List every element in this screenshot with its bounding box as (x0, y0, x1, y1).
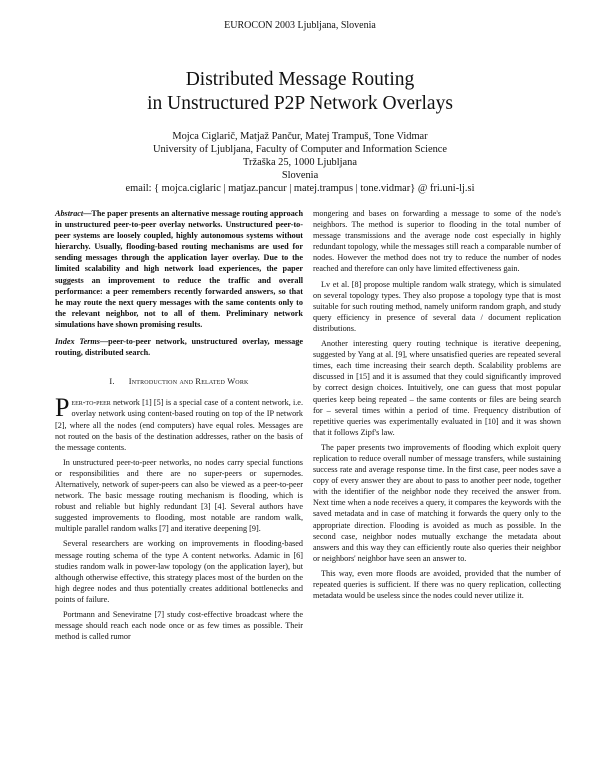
intro-smallcaps: eer-to-peer (71, 398, 111, 408)
title-line-1: Distributed Message Routing (185, 69, 415, 90)
right-paragraph-4: The paper presents two improvements of flooding which exploit query replication to reduce overall number of message transfers, while sustaining success rate and average response time. In the first case, peer nodes save a copy of every answer they are about to pass to another peer node, together with the identifier of the neighbor node they received the answer from. Next time when a node receives a query, it compares the keywords with the saved metadata and in case of matching it forwards the query only to the appropriate direction. Flooding is avoided as much as possible. In the second case, neighbor nodes mutually exchange the metadata about answers and this way they can efficiently route also queries their neighbor or neighbors' neighbor have seen an answer to. (313, 442, 561, 563)
author-address: Tržaška 25, 1000 Ljubljana (243, 157, 357, 168)
right-paragraph-1: mongering and bases on forwarding a message to some of the node's neighbors. The method is superior to flooding in the total number of message transmissions and the average node cost especially in highly redundant topology, while the messages still reach a comparable number of nodes. However the method does not try to reduce the number of nodes reached and therefore can only have limited effectiveness gain. (313, 209, 561, 274)
author-country: Slovenia (281, 170, 319, 181)
author-block (0, 130, 600, 195)
right-paragraph-3: Another interesting query routing technique is iterative deepening, suggested by Yang at al. [9], where unsatisfied queries are repeated several times, each time increasing their search depth. Scalability problems are discussed in [15] and it is assumed that they could significantly improved by correct design choices. Intuitively, one can guess that most popular queries keep being repeated – the same contents or files are being search for – several times within a period of time. Frequency distribution of repetitive queries was experimentally evaluated in [10] and it was shown that it follows Zipf's law. (313, 339, 561, 437)
conference-header: EUROCON 2003 Ljubljana, Slovenia (224, 20, 376, 31)
author-names: Mojca Ciglarič, Matjaž Pančur, Matej Trampuš, Tone Vidmar (172, 131, 428, 142)
title-line-2: in Unstructured P2P Network Overlays (147, 93, 453, 114)
section-title: Introduction and Related Work (128, 377, 249, 387)
index-terms (55, 336, 303, 358)
abstract (55, 208, 303, 330)
author-email: email: { mojca.ciglaric | matjaz.pancur | matej.trampus | tone.vidmar} @ fri.uni-lj.si (125, 183, 475, 194)
intro-paragraph-1 (55, 393, 303, 452)
intro-paragraph-2: In unstructured peer-to-peer networks, no nodes carry special functions or responsibilities and there are no super-peers or supernodes. Alternatively, network of super-peers can also be viewed as a peer-to-peer network. The basic message routing mechanism is flooding, which is robust and reliable but highly redundant [3] [4]. Several authors have suggested improvements to flooding, most notable are random walk, multiple parallel random walks [7] and iterative deepening [9]. (55, 457, 303, 534)
abstract-label: Abstract (55, 209, 84, 218)
paper-title (0, 68, 600, 116)
right-column (313, 208, 561, 605)
section-heading (55, 376, 303, 387)
intro-paragraph-4: Portmann and Seneviratne [7] study cost-effective broadcast where the message should reach each node once or as few times as possible. Their method is called rumor (55, 610, 303, 642)
drop-cap: P (55, 393, 70, 423)
author-affiliation: University of Ljubljana, Faculty of Computer and Information Science (152, 144, 448, 155)
index-terms-text: —peer-to-peer network, unstructured overlay, message routing, distributed search. (55, 337, 304, 358)
section-number: I. (109, 377, 115, 387)
index-terms-label: Index Terms (55, 337, 100, 347)
abstract-text: —The paper presents an alternative message routing approach in unstructured peer-to-peer overlay networks. Unstructured peer-to-peer systems are loosely coupled, highly autonomous systems without hierarchy. Usually, flooding-based routing mechanisms are used for sending messages through the application layer overlay. Due to the limited scalability and high network load experiences, the paper suggests an improvement to reduce the traffic and overall performance: a peer remembers recently forwarded answers, so that he may route the next query messages with the same contents only to the relevant neighbor, not to all of them. Preliminary network simulations have shown promising results. (55, 209, 303, 329)
right-paragraph-5: This way, even more floods are avoided, provided that the number of repeated queries is sufficient. If there was no query replication, collecting metadata would be useless since the nodes could never utilize it. (313, 568, 561, 601)
intro-paragraph-3: Several researchers are working on improvements in flooding-based message routing schema of the type A content networks. Adamic in [6] studies random walk in power-law topology (on the application layer), but although otherwise effective, this strategy places most of the burden on the high degree nodes and thus potentially creates additional bottlenecks and points of failure. (55, 539, 303, 604)
intro-text: network [1] [5] is a special case of a content network, i.e. overlay network using content-based routing on top of the IP network [2], where all the nodes (end computers) have equal roles. Messages are not routed on the basis of the destination addresses, rather on the basis of the message contents. (55, 398, 303, 452)
right-paragraph-2: Lv et al. [8] propose multiple random walk strategy, which is simulated on several topology types. They also propose a topology type that is most suitable for such routing method, namely uniform random graph, and study query efficiency in presence of several data / document replication distributions. (313, 279, 561, 333)
left-column (55, 208, 303, 646)
